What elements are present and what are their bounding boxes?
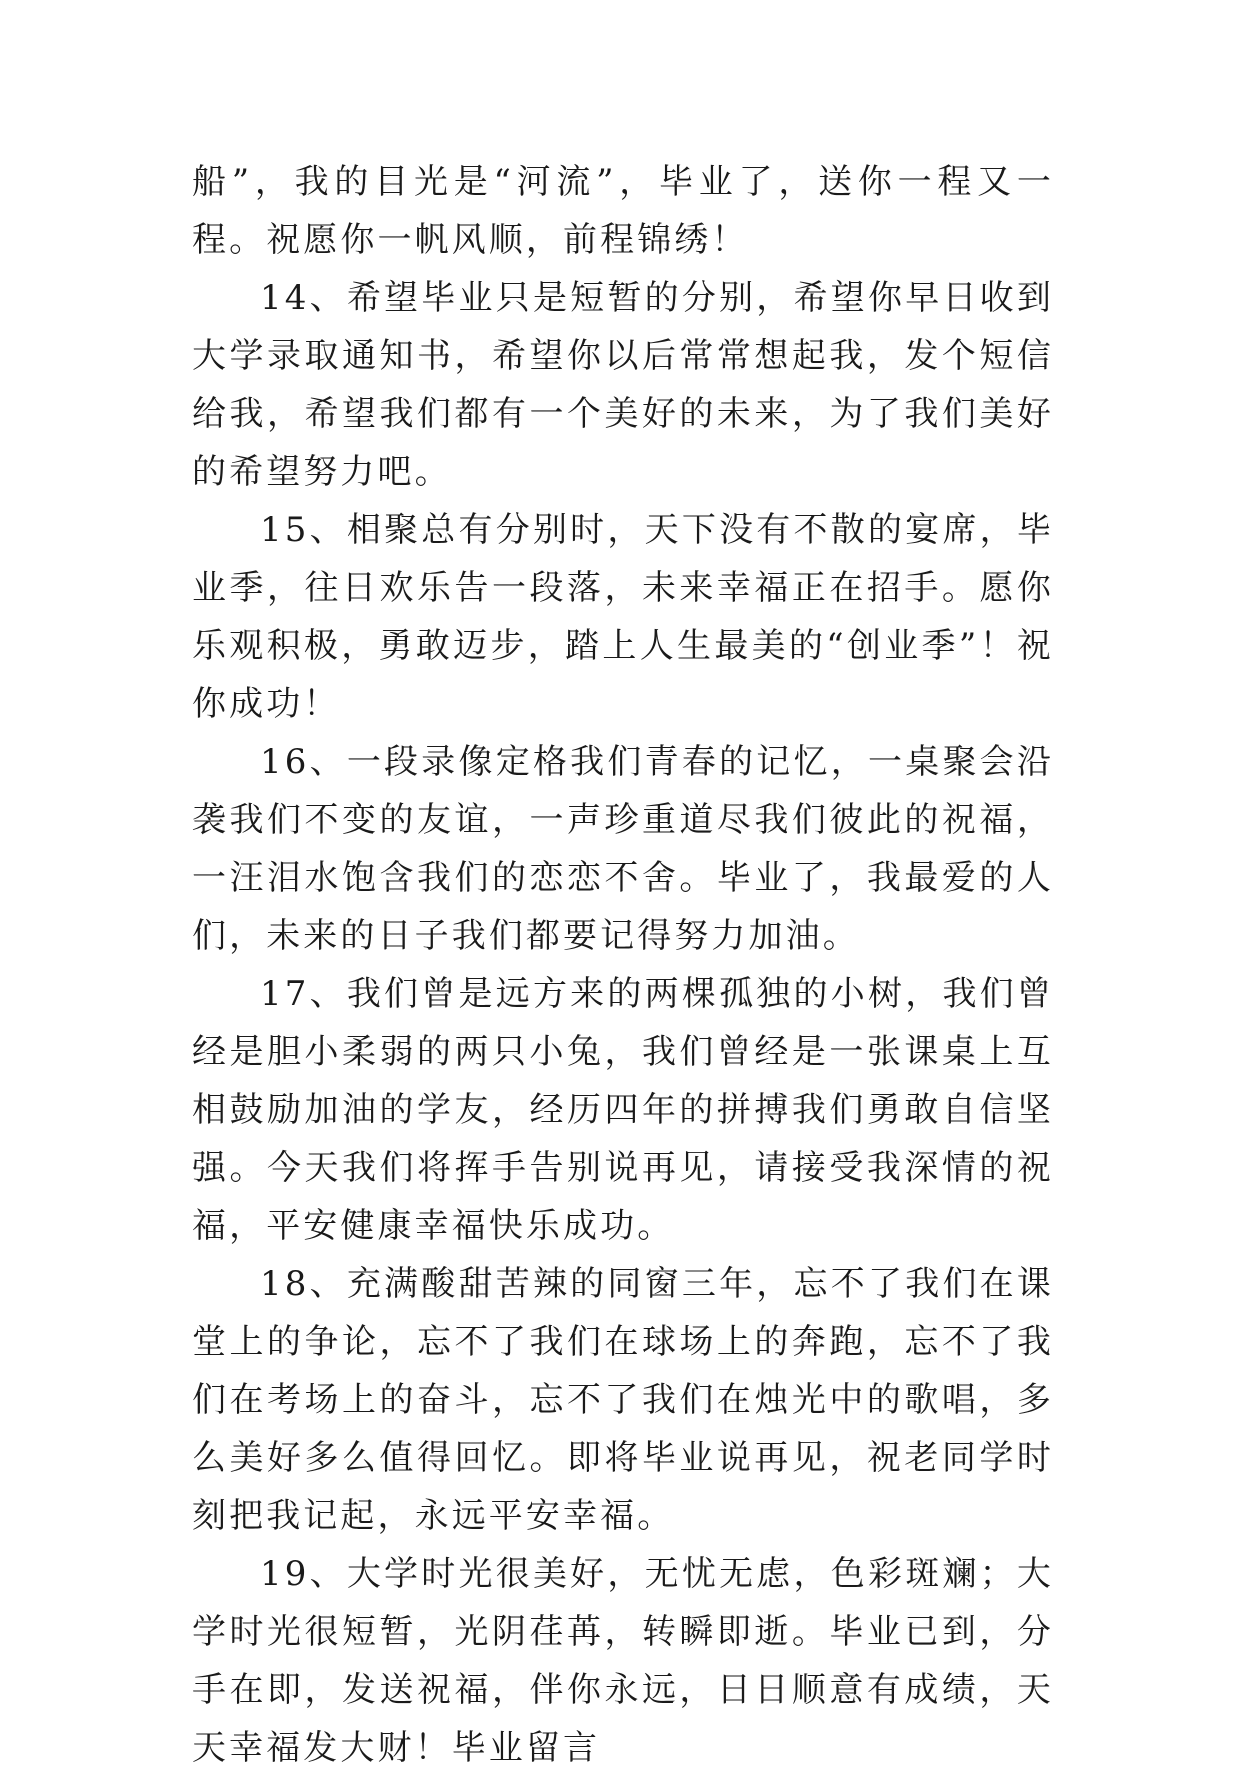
document-body: [192, 153, 1054, 1777]
paragraph-18: 18、充满酸甜苦辣的同窗三年，忘不了我们在课堂上的争论，忘不了我们在球场上的奔跑，忘不了我们在考场上的奋斗，忘不了我们在烛光中的歌唱，多么美好多么值得回忆。即将毕业说再见，祝老同学时刻把我记起，永远平安幸福。: [192, 1264, 1054, 1536]
paragraph-16: 16、一段录像定格我们青春的记忆，一桌聚会沿袭我们不变的友谊，一声珍重道尽我们彼此的祝福，一汪泪水饱含我们的恋恋不舍。毕业了，我最爱的人们，未来的日子我们都要记得努力加油。: [192, 742, 1054, 956]
paragraph-17: 17、我们曾是远方来的两棵孤独的小树，我们曾经是胆小柔弱的两只小兔，我们曾经是一张课桌上互相鼓励加油的学友，经历四年的拼搏我们勇敢自信坚强。今天我们将挥手告别说再见，请接受我深情的祝福，平安健康幸福快乐成功。: [192, 974, 1054, 1246]
paragraph-continuation: 船”，我的目光是“河流”，毕业了，送你一程又一程。祝愿你一帆风顺，前程锦绣！: [192, 162, 1054, 260]
paragraph-15: 15、相聚总有分别时，天下没有不散的宴席，毕业季，往日欢乐告一段落，未来幸福正在招手。愿你乐观积极，勇敢迈步，踏上人生最美的“创业季”！祝你成功！: [192, 510, 1054, 724]
paragraph-19: 19、大学时光很美好，无忧无虑，色彩斑斓；大学时光很短暂，光阴荏苒，转瞬即逝。毕业已到，分手在即，发送祝福，伴你永远，日日顺意有成绩，天天幸福发大财！毕业留言: [192, 1554, 1054, 1768]
paragraph-14: 14、希望毕业只是短暂的分别，希望你早日收到大学录取通知书，希望你以后常常想起我，发个短信给我，希望我们都有一个美好的未来，为了我们美好的希望努力吧。: [192, 278, 1054, 492]
